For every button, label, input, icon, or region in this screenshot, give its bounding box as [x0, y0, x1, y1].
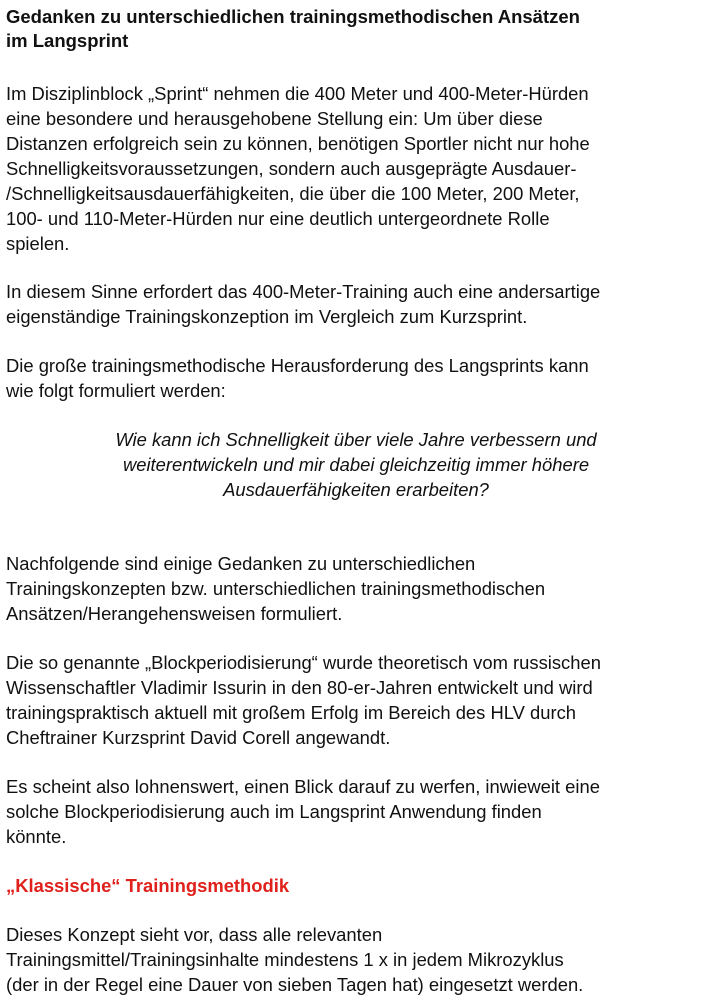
- text-line: Die große trainingsmethodische Herausforderung des Langsprints kann: [6, 355, 589, 376]
- text-line: Wissenschaftler Vladimir Issurin in den 80-er-Jahren entwickelt und wird: [6, 677, 593, 698]
- text-line: könnte.: [6, 826, 67, 847]
- document-title: [6, 5, 701, 53]
- text-line: (der in der Regel eine Dauer von sieben Tagen hat) eingesetzt werden.: [6, 974, 584, 995]
- paragraph-intro: [6, 81, 706, 256]
- text-line: 100- und 110-Meter-Hürden nur eine deutlich untergeordnete Rolle: [6, 208, 550, 229]
- paragraph-concepts-overview: [6, 551, 706, 626]
- text-line: Die so genannte „Blockperiodisierung“ wurde theoretisch vom russischen: [6, 652, 601, 673]
- quote-line: Ausdauerfähigkeiten erarbeiten?: [223, 479, 489, 500]
- text-line: trainingspraktisch aktuell mit großem Erfolg im Bereich des HLV durch: [6, 702, 576, 723]
- paragraph-training-concept: [6, 279, 706, 329]
- central-question-quote: [6, 427, 706, 502]
- text-line: Ansätzen/Herangehensweisen formuliert.: [6, 603, 343, 624]
- paragraph-classic-concept: [6, 922, 706, 997]
- text-line: eine besondere und herausgehobene Stellung ein: Um über diese: [6, 108, 543, 129]
- text-line: Schnelligkeitsvoraussetzungen, sondern auch ausgeprägte Ausdauer-: [6, 158, 577, 179]
- text-line: Trainingsmittel/Trainingsinhalte mindestens 1 x in jedem Mikrozyklus: [6, 949, 564, 970]
- quote-line: Wie kann ich Schnelligkeit über viele Jahre verbessern und: [115, 429, 597, 450]
- text-line: Dieses Konzept sieht vor, dass alle relevanten: [6, 924, 383, 945]
- title-line: Gedanken zu unterschiedlichen trainingsmethodischen Ansätzen: [6, 6, 580, 27]
- text-line: Distanzen erfolgreich sein zu können, benötigen Sportler nicht nur hohe: [6, 133, 590, 154]
- quote-line: weiterentwickeln und mir dabei gleichzeitig immer höhere: [122, 454, 590, 475]
- text-line: Im Disziplinblock „Sprint“ nehmen die 400 Meter und 400-Meter-Hürden: [6, 83, 589, 104]
- text-line: Cheftrainer Kurzsprint David Corell angewandt.: [6, 727, 391, 748]
- text-line: In diesem Sinne erfordert das 400-Meter-Training auch eine andersartige: [6, 281, 601, 302]
- text-line: spielen.: [6, 233, 70, 254]
- paragraph-block-periodization: [6, 650, 706, 750]
- title-line: im Langsprint: [6, 30, 129, 51]
- paragraph-challenge: [6, 353, 706, 403]
- text-line: wie folgt formuliert werden:: [6, 380, 226, 401]
- text-line: solche Blockperiodisierung auch im Langsprint Anwendung finden: [6, 801, 542, 822]
- section-heading-classic-methodology: „Klassische“ Trainingsmethodik: [6, 875, 290, 896]
- text-line: /Schnelligkeitsausdauerfähigkeiten, die über die 100 Meter, 200 Meter,: [6, 183, 580, 204]
- text-line: eigenständige Trainingskonzeption im Vergleich zum Kurzsprint.: [6, 306, 528, 327]
- paragraph-worth-a-look: [6, 774, 706, 849]
- text-line: Nachfolgende sind einige Gedanken zu unterschiedlichen: [6, 553, 476, 574]
- text-line: Trainingskonzepten bzw. unterschiedlichen trainingsmethodischen: [6, 578, 546, 599]
- text-line: Es scheint also lohnenswert, einen Blick darauf zu werfen, inwieweit eine: [6, 776, 600, 797]
